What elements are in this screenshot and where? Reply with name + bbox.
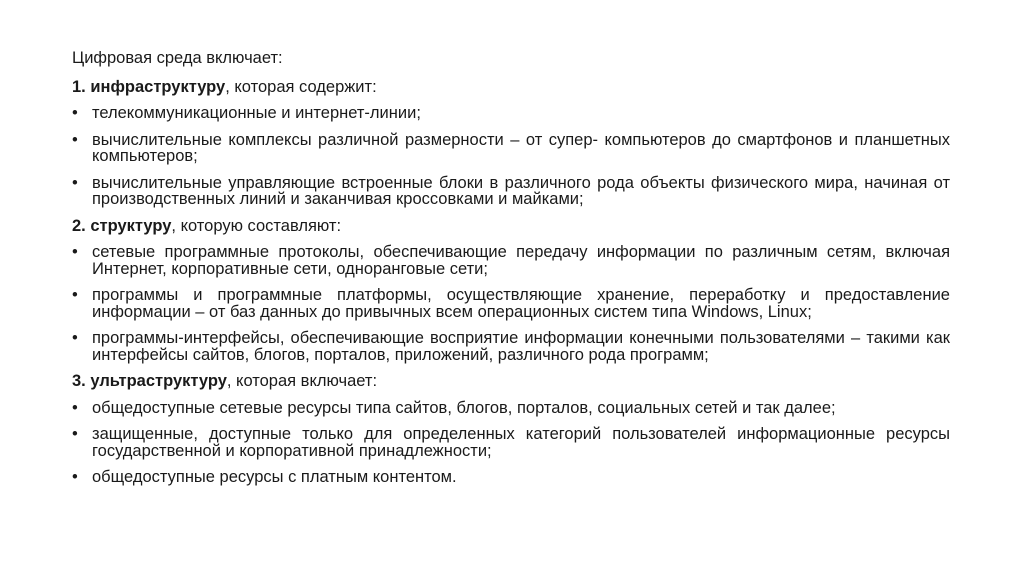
list-item (72, 244, 950, 277)
list-item (72, 175, 950, 208)
bullet-icon: • (72, 329, 78, 347)
list-item (72, 400, 950, 417)
section-heading-2 (72, 218, 950, 235)
section-number: 3. (72, 372, 91, 390)
list-item (72, 469, 950, 486)
section-term: структуру (90, 216, 172, 235)
section-heading-1 (72, 79, 950, 96)
list-item (72, 132, 950, 165)
list-item-text: вычислительные управляющие встроенные блоки в различного рода объекты физического мира, начиная от производственных линий и заканчивая кроссовками и майками; (92, 173, 950, 208)
list-item-text: сетевые программные протоколы, обеспечивающие передачу информации по различным сетям, включая Интернет, корпоративные сети, одноранговые сети; (92, 243, 950, 278)
bullet-icon: • (72, 398, 78, 417)
bullet-icon: • (72, 130, 78, 149)
bullet-icon: • (72, 104, 78, 122)
list-item-text: телекоммуникационные и интернет-линии; (92, 104, 421, 122)
section-rest: , которая включает: (226, 372, 378, 390)
list-item-text: общедоступные ресурсы с платным контентом. (92, 468, 457, 486)
section-term: ультраструктуру (90, 372, 227, 390)
section-heading-3 (72, 373, 950, 390)
bullet-icon: • (72, 468, 78, 486)
slide-content (72, 50, 950, 496)
list-item (72, 330, 950, 363)
section-rest: , которую составляют: (171, 216, 342, 235)
section-number: 2. (72, 216, 91, 235)
list-item-text: программы-интерфейсы, обеспечивающие восприятие информации конечными пользователями – такими как интерфейсы сайтов, блогов, порталов, приложений, различного рода программ; (92, 329, 950, 364)
list-item-text: защищенные, доступные только для определенных категорий пользователей информационные ресурсы государственной и корпоративной принадлежности; (92, 425, 950, 460)
bullet-icon: • (72, 243, 78, 261)
list-item-text: общедоступные сетевые ресурсы типа сайтов, блогов, порталов, социальных сетей и так далее; (92, 398, 836, 417)
bullet-icon: • (72, 425, 78, 443)
section-number: 1. (72, 77, 91, 96)
list-item (72, 105, 950, 122)
list-item-text: вычислительные комплексы различной размерности – от супер- компьютеров до смартфонов и планшетных компьютеров; (92, 130, 950, 165)
section-term: инфраструктуру (90, 77, 226, 96)
list-item (72, 287, 950, 320)
section-rest: , которая содержит: (225, 77, 377, 96)
bullet-icon: • (72, 173, 78, 192)
list-item (72, 426, 950, 459)
bullet-icon: • (72, 286, 78, 304)
intro-text: Цифровая среда включает: (72, 49, 283, 67)
list-item-text: программы и программные платформы, осуществляющие хранение, переработку и предоставление информации – от баз данных до привычных всем операционных систем типа Windows, Linux; (92, 286, 950, 321)
